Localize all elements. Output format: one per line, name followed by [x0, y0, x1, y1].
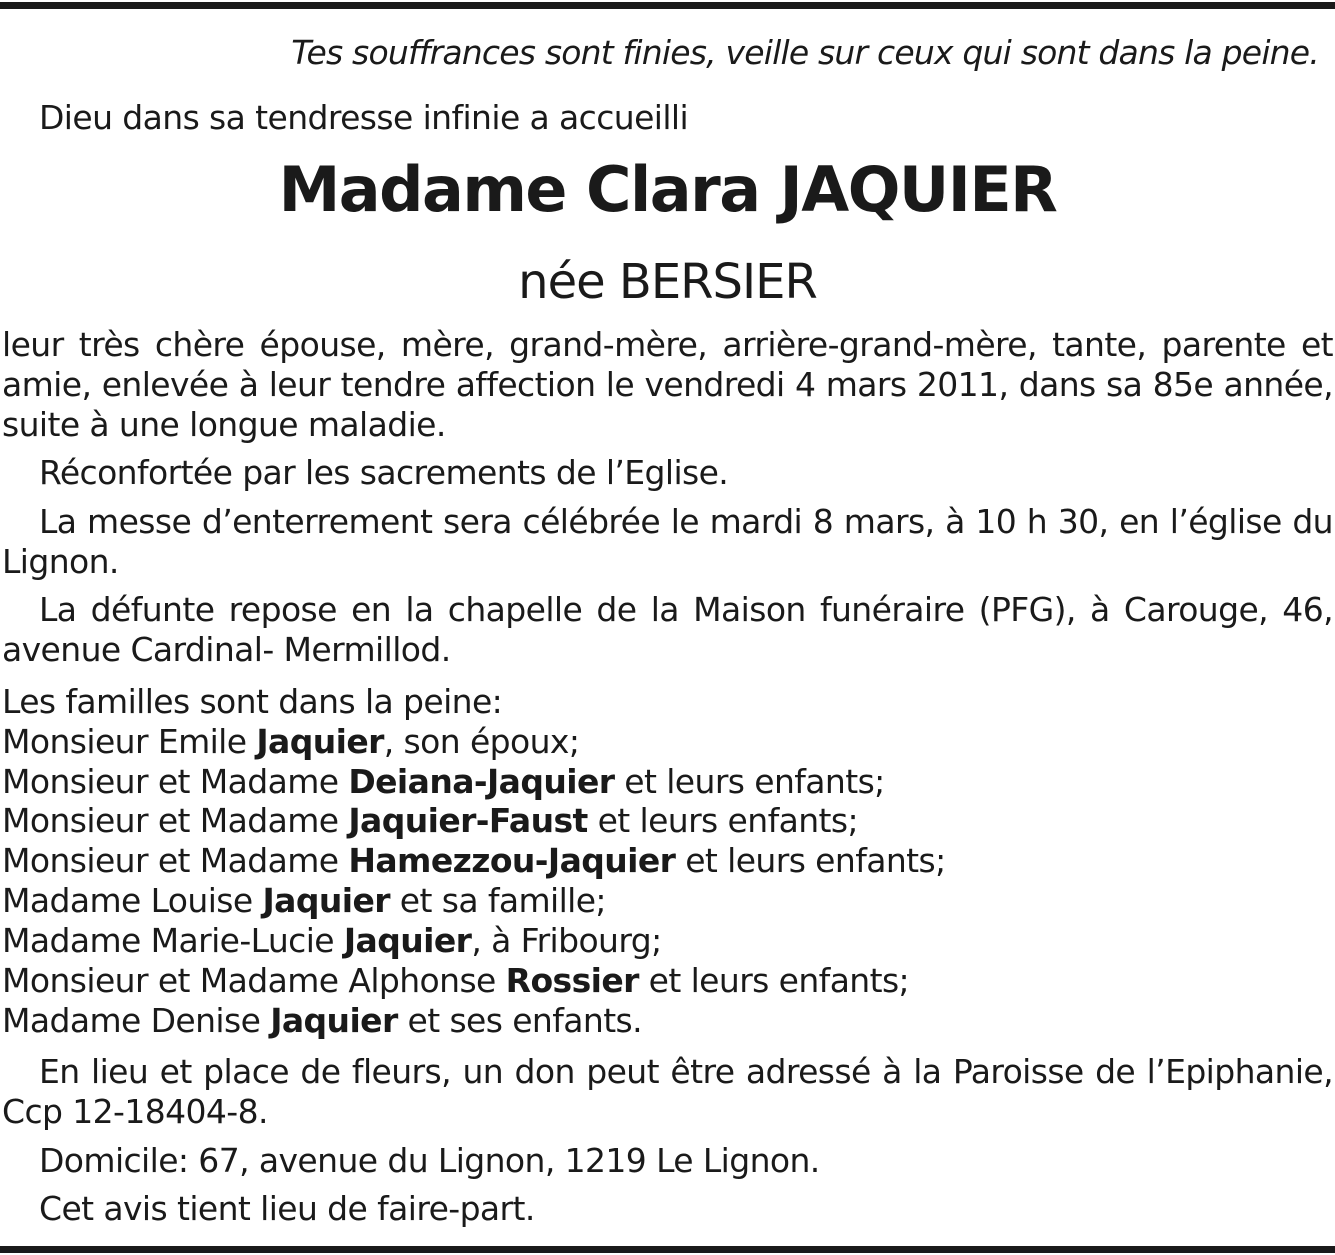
sacraments-paragraph: Réconfortée par les sacrements de l’Eglise.	[39, 453, 729, 492]
domicile-paragraph: Domicile: 67, avenue du Lignon, 1219 Le Lignon.	[39, 1141, 820, 1180]
family-line: Monsieur et Madame Alphonse Rossier et leurs enfants;	[2, 961, 910, 1000]
family-line: Monsieur et Madame Hamezzou-Jaquier et leurs enfants;	[2, 841, 946, 880]
mass-paragraph: La messe d’enterrement sera célébrée le mardi 8 mars, à 10 h 30, en l’église du Lignon.	[2, 502, 1333, 581]
repose-paragraph: La défunte repose en la chapelle de la Maison funéraire (PFG), à Carouge, 46, avenue Cardinal- Mermillod.	[2, 590, 1333, 669]
family-line: Madame Denise Jaquier et ses enfants.	[2, 1001, 643, 1040]
bottom-rule	[0, 1246, 1335, 1253]
intro-text: Dieu dans sa tendresse infinie a accueilli	[39, 98, 689, 137]
family-line: Madame Marie-Lucie Jaquier, à Fribourg;	[2, 921, 662, 960]
family-line: Madame Louise Jaquier et sa famille;	[2, 881, 606, 920]
closing-paragraph: Cet avis tient lieu de faire-part.	[39, 1189, 535, 1228]
families-heading: Les familles sont dans la peine:	[2, 682, 503, 721]
family-line: Monsieur et Madame Deiana-Jaquier et leurs enfants;	[2, 762, 885, 801]
donation-paragraph: En lieu et place de fleurs, un don peut être adressé à la Paroisse de l’Epiphanie, Ccp 12-18404-8.	[2, 1052, 1333, 1131]
family-line: Monsieur Emile Jaquier, son époux;	[2, 722, 580, 761]
epigraph: Tes souffrances sont finies, veille sur ceux qui sont dans la peine.	[291, 33, 1319, 72]
description-paragraph: leur très chère épouse, mère, grand-mère, arrière-grand-mère, tante, parente et amie, enlevée à leur tendre affection le vendredi 4 mars 2011, dans sa 85e année, suite à une longue maladie.	[2, 325, 1333, 444]
deceased-name: Madame Clara JAQUIER	[278, 153, 1057, 226]
family-line: Monsieur et Madame Jaquier-Faust et leurs enfants;	[2, 801, 858, 840]
maiden-name: née BERSIER	[518, 254, 817, 310]
